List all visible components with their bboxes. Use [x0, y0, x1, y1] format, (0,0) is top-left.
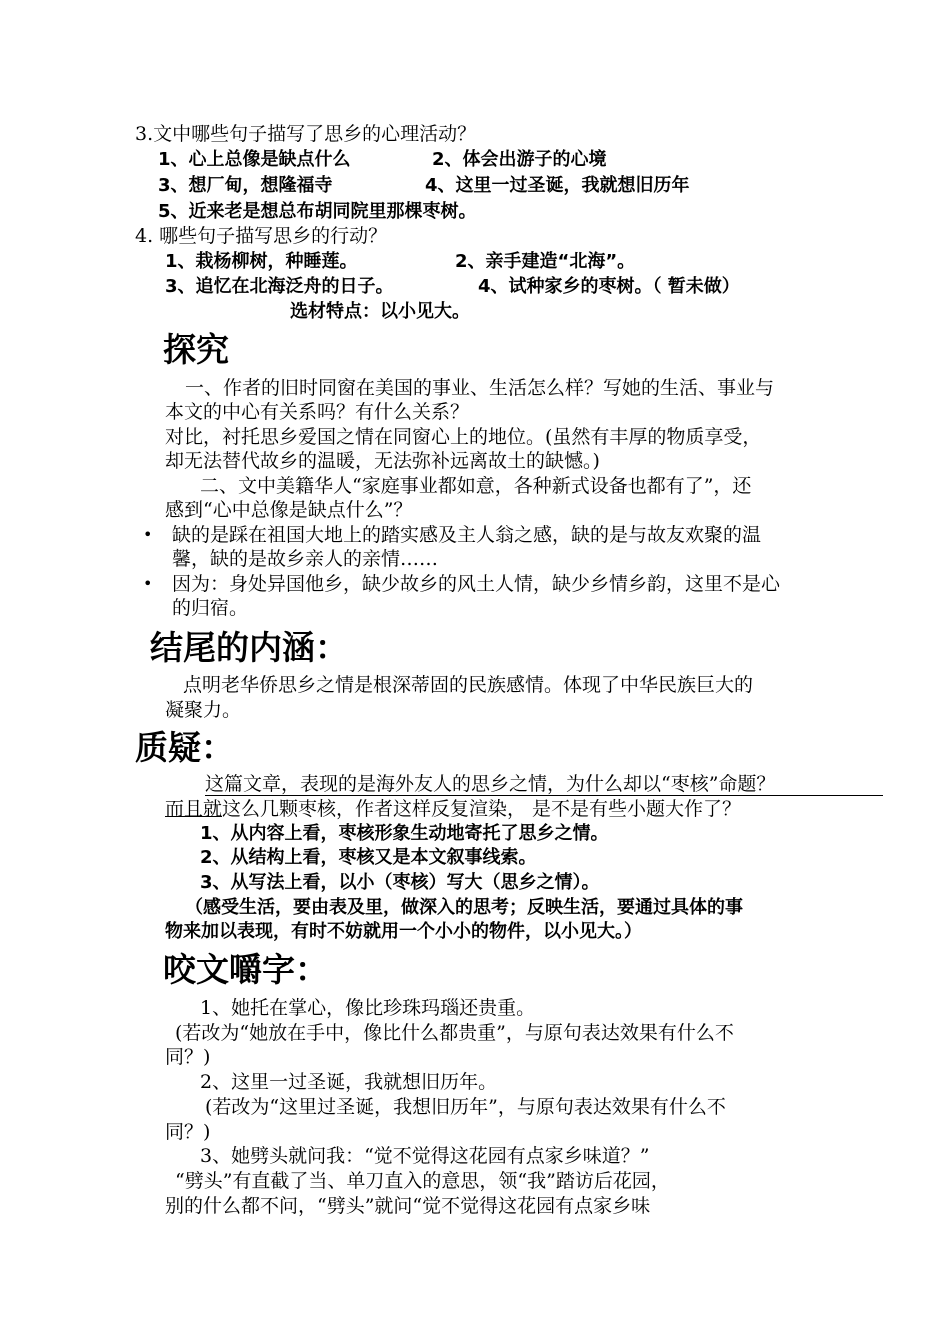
- words-s3: 3、她劈头就问我：“觉不觉得这花园有点家乡味道？”: [200, 1145, 650, 1167]
- explore-b2-line1: 因为：身处异国他乡，缺少故乡的风土人情，缺少乡情乡韵，这里不是心: [172, 573, 781, 595]
- explore-b2-line2: 的归宿。: [172, 597, 249, 619]
- explore-heading: 探究: [163, 330, 229, 369]
- words-s1: 1、她托在掌心，像比珍珠玛瑙还贵重。: [200, 997, 536, 1019]
- explore-q1-line1: 一、作者的旧时同窗在美国的事业、生活怎么样？写她的生活、事业与: [185, 377, 775, 399]
- words-s2-question-line1: (若改为“这里过圣诞，我想旧历年”，与原句表达效果有什么不: [205, 1096, 726, 1118]
- doubt-line2-rest: 这么几颗枣核，作者这样反复渲染， 是不是有些小题大作了？: [222, 798, 742, 820]
- doubt-point-3: 3、从写法上看，以小（枣核）写大（思乡之情）。: [200, 872, 600, 893]
- bullet-marker: •: [143, 574, 153, 593]
- words-s2-question-line2: 同？): [165, 1121, 211, 1143]
- explore-q2-line1: 二、文中美籍华人“家庭事业都如意，各种新式设备也都有了”，还: [200, 475, 752, 497]
- doubt-line2-underlined: 而且就: [165, 798, 223, 820]
- ending-line2: 凝聚力。: [165, 699, 242, 721]
- q4-item-3: 3、追忆在北海泛舟的日子。: [165, 276, 394, 297]
- q4-item-4: 4、试种家乡的枣树。（ 暂未做）: [478, 276, 740, 297]
- explore-b1-line1: 缺的是踩在祖国大地上的踏实感及主人翁之感，缺的是与故友欢聚的温: [172, 524, 762, 546]
- explore-b1-line2: 馨，缺的是故乡亲人的亲情……: [172, 548, 439, 570]
- q3-item-1: 1、心上总像是缺点什么: [158, 149, 351, 170]
- explore-a1-line2: 却无法替代故乡的温暖，无法弥补远离故土的缺憾。): [165, 450, 600, 472]
- q4-question: 4. 哪些句子描写思乡的行动？: [135, 225, 388, 247]
- doubt-line2: [165, 797, 741, 821]
- doubt-point-2: 2、从结构上看，枣核又是本文叙事线索。: [200, 847, 537, 868]
- doubt-heading: 质疑：: [135, 728, 234, 767]
- words-s1-question-line2: 同？): [165, 1046, 211, 1068]
- q3-question: 3.文中哪些句子描写了思乡的心理活动？: [135, 123, 477, 145]
- q4-item-1: 1、栽杨柳树，种睡莲。: [165, 251, 358, 272]
- q4-feature: 选材特点：以小见大。: [290, 301, 470, 322]
- words-s2: 2、这里一过圣诞，我就想旧历年。: [200, 1071, 498, 1093]
- q3-item-3: 3、想厂甸，想隆福寺: [158, 175, 333, 196]
- doubt-point-1: 1、从内容上看，枣核形象生动地寄托了思乡之情。: [200, 823, 609, 844]
- doubt-underline: [205, 795, 883, 796]
- q3-item-5: 5、近来老是想总布胡同院里那棵枣树。: [158, 201, 477, 222]
- doubt-note-line2: 物来加以表现，有时不妨就用一个小小的物件，以小见大。）: [165, 921, 642, 942]
- explore-q1-line2: 本文的中心有关系吗？有什么关系？: [165, 401, 470, 423]
- explore-a1-line1: 对比，衬托思乡爱国之情在同窗心上的地位。(虽然有丰厚的物质享受，: [165, 426, 762, 448]
- words-s3-line2: “劈头”有直截了当、单刀直入的意思，领“我”踏访后花园，: [175, 1170, 670, 1192]
- doubt-note-line1: （感受生活，要由表及里，做深入的思考；反映生活，要通过具体的事: [185, 897, 743, 918]
- explore-q2-line2: 感到“心中总像是缺点什么”？: [165, 499, 413, 521]
- ending-heading: 结尾的内涵：: [150, 628, 348, 667]
- doubt-line1: 这篇文章，表现的是海外友人的思乡之情，为什么却以“枣核”命题？: [205, 773, 776, 795]
- q3-item-2: 2、体会出游子的心境: [432, 149, 607, 170]
- q4-item-2: 2、亲手建造“北海”。: [455, 251, 636, 272]
- words-heading: 咬文嚼字：: [163, 950, 328, 989]
- q3-item-4: 4、这里一过圣诞，我就想旧历年: [425, 175, 690, 196]
- bullet-marker: •: [143, 525, 153, 544]
- words-s1-question-line1: (若改为“她放在手中，像比什么都贵重”，与原句表达效果有什么不: [175, 1022, 734, 1044]
- ending-line1: 点明老华侨思乡之情是根深蒂固的民族感情。体现了中华民族巨大的: [183, 674, 754, 696]
- words-s3-line3: 别的什么都不问，“劈头”就问“觉不觉得这花园有点家乡味: [165, 1195, 651, 1217]
